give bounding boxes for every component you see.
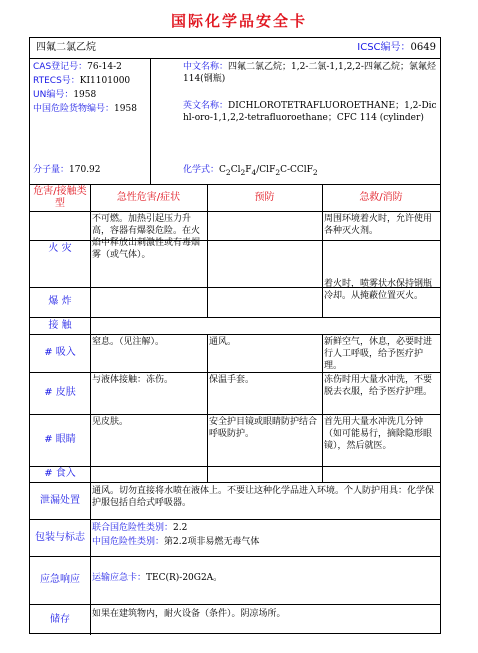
un-class-label: 联合国危险性类别：	[92, 523, 174, 533]
emergency-text	[92, 572, 438, 584]
emergency-text-label: 运输应急卡：	[92, 573, 147, 583]
row-eyes-hazard: 见皮肤。	[92, 417, 129, 427]
cn-class	[92, 536, 438, 548]
row-inhalation-type: # 吸入	[44, 347, 76, 358]
english-name	[183, 100, 438, 124]
row-fire-hazard: 不可燃。加热引起压力升高，容器有爆裂危险。在火焰中释放出刺激性或有毒烟雾（或气体）。	[92, 214, 201, 260]
storage-text: 如果在建筑物内，耐火设备（条件）。阴凉场所。	[92, 609, 286, 619]
divider	[30, 372, 440, 373]
storage-label: 储存	[50, 613, 70, 625]
divider	[150, 58, 151, 184]
divider	[90, 184, 91, 604]
un-class	[92, 522, 438, 534]
cn-name-label: 中文名称：	[183, 62, 229, 72]
icsc-number	[357, 42, 436, 54]
divider	[30, 58, 440, 59]
row-inhalation-aid: 新鲜空气，休息，必要时进行人工呼吸，给予医疗护理。	[324, 337, 433, 371]
formula-sub: 2	[275, 167, 281, 177]
un-value: 1958	[73, 90, 97, 100]
row-explosion-aid: 着火时，喷雾状水保持钢瓶冷却。从掩蔽位置灭火。	[324, 279, 433, 301]
divider	[30, 334, 440, 335]
divider	[30, 604, 440, 605]
mol-weight-label: 分子量：	[33, 165, 70, 175]
formula-sub: 2	[225, 167, 231, 177]
row-fire-aid: 周围环境着火时，允许使用各种灭火剂。	[324, 214, 433, 236]
formula-cl: Cl	[230, 165, 241, 175]
page-title: 国际化学品安全卡	[170, 12, 307, 30]
row-skin-prevention: 保温手套。	[209, 375, 255, 385]
cas-number	[33, 61, 148, 73]
formula-c: C	[219, 165, 226, 175]
divider	[30, 556, 440, 557]
formula-ccclf: C-CClF	[280, 165, 313, 175]
safety-card	[29, 37, 441, 634]
emergency-text-value: TEC(R)-20G2A。	[146, 573, 223, 583]
divider	[30, 211, 440, 212]
row-inhalation-prevention: 通风。	[209, 337, 237, 347]
cn-dangerous-value: 1958	[114, 104, 137, 114]
row-explosion-type: 爆 炸	[48, 296, 72, 307]
molecular-weight	[33, 164, 101, 176]
cn-class-label: 中国危险性类别：	[92, 537, 165, 547]
cn-class-value: 第2.2项非易燃无毒气体	[164, 537, 260, 547]
cn-dangerous-number	[33, 103, 148, 115]
icsc-label: ICSC编号：	[357, 42, 411, 53]
rtecs-number	[33, 75, 148, 87]
row-contact-type: 接 触	[48, 319, 72, 331]
packaging-info	[92, 522, 438, 548]
cn-name-value: 四氟二氯乙烷；1,2-二氯-1,1,2,2-四氟乙烷；氯氟烃114(钢瓶)	[183, 62, 436, 84]
identifiers	[33, 61, 148, 115]
un-number	[33, 89, 148, 101]
emergency-label: 应急响应	[40, 574, 80, 585]
en-name-label: 英文名称：	[183, 101, 229, 111]
divider	[207, 334, 208, 482]
header-hazard: 急性危害/症状	[116, 191, 181, 203]
row-skin-aid: 冻伤时用大量水冲洗，不要脱去衣服，给予医疗护理。	[324, 375, 433, 397]
rtecs-label: RTECS号：	[33, 76, 80, 86]
formula-clf: /ClF	[256, 165, 276, 175]
row-inhalation-hazard: 窒息。（见注解）。	[92, 337, 165, 347]
row-ingestion-type: # 食入	[44, 468, 76, 479]
formula-sub: 4	[251, 167, 257, 177]
divider	[30, 414, 440, 415]
divider	[90, 604, 91, 635]
un-label: UN编号：	[33, 90, 74, 100]
header-type: 危害/接触类型	[33, 185, 87, 209]
divider	[322, 334, 323, 482]
divider	[30, 482, 440, 483]
divider	[30, 466, 440, 467]
row-skin-type: # 皮肤	[44, 387, 76, 398]
mol-weight-value: 170.92	[69, 165, 101, 175]
cn-dangerous-label: 中国危险货物编号：	[33, 104, 115, 114]
icsc-value: 0649	[410, 42, 436, 53]
divider	[30, 317, 440, 318]
spill-text: 通风。切勿直接将水喷在液体上。不要让这种化学品进入环境。个人防护用具：化学保护服包括自给式呼吸器。	[92, 486, 435, 508]
spill-label: 泄漏处置	[40, 494, 80, 506]
row-skin-hazard: 与液体接触：冻伤。	[92, 375, 174, 385]
header-aid: 急救/消防	[359, 191, 403, 203]
header-prevention: 预防	[254, 191, 275, 203]
chemical-formula	[183, 164, 318, 179]
chemical-name: 四氟二氯乙烷	[36, 42, 96, 53]
chinese-name	[183, 61, 438, 85]
formula-sub: 2	[312, 167, 318, 177]
divider	[30, 519, 440, 520]
formula-sub: 2	[240, 167, 246, 177]
row-eyes-type: # 眼睛	[44, 434, 76, 445]
rtecs-value: KI1101000	[79, 76, 131, 86]
row-eyes-prevention: 安全护目镜或眼睛防护结合呼吸防护。	[209, 417, 318, 439]
cas-label: CAS登记号：	[33, 62, 88, 72]
en-name-value: DICHLOROTETRAFLUOROETHANE；1,2-Dichl-oro-1,1,2,2-tetrafluoroethane；CFC 114 (cylinder)	[183, 101, 437, 123]
row-fire-type: 火 灾	[48, 243, 72, 254]
row-eyes-aid: 首先用大量水冲洗几分钟（如可能易行，摘除隐形眼镜），然后就医。	[324, 417, 433, 451]
packaging-label: 包装与标志	[35, 531, 85, 543]
formula-label: 化学式：	[183, 165, 220, 175]
cas-value: 76-14-2	[87, 62, 122, 72]
formula-f: F	[245, 165, 252, 175]
un-class-value: 2.2	[173, 523, 188, 533]
